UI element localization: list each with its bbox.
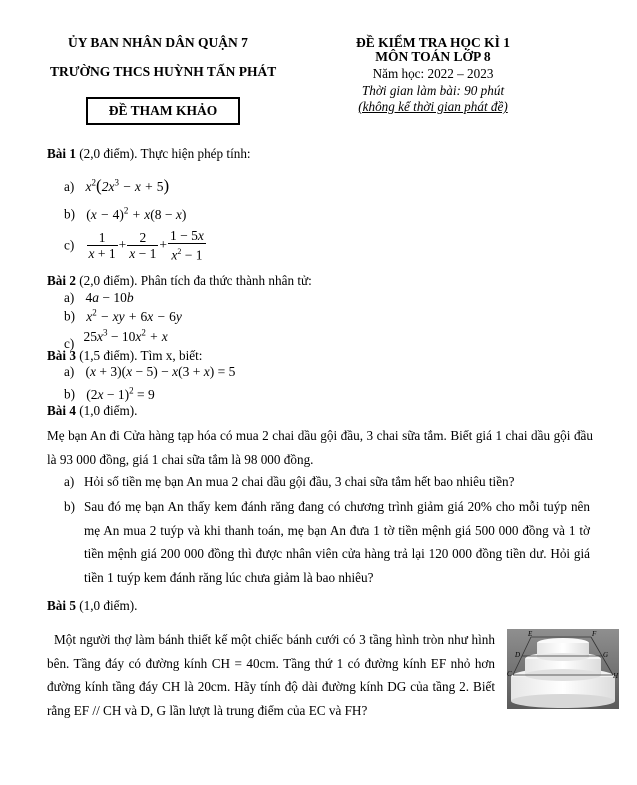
subject-title: MÔN TOÁN LỚP 8 bbox=[375, 49, 491, 64]
bai1-c-label: c) bbox=[64, 237, 75, 253]
label-H: H bbox=[613, 672, 619, 680]
bai5-points: (1,0 điểm). bbox=[75, 598, 138, 613]
bai1-points: (2,0 điểm). Thực hiện phép tính: bbox=[75, 146, 251, 161]
bai2-item-b bbox=[64, 307, 182, 325]
exam-duration: Thời gian làm bài: 90 phút bbox=[361, 83, 505, 98]
bai4-intro: Mẹ bạn An đi Cửa hàng tạp hóa có mua 2 chai dầu gội đầu, 3 chai sữa tắm. Biết giá 1 chai dầu gội đầu là 93 000 đồng, giá 1 chai sữa tắm là 98 000 đồng. bbox=[47, 428, 593, 467]
reference-exam-box bbox=[86, 97, 240, 125]
bai1-b-label: b) bbox=[64, 206, 75, 222]
bai2-c-label: c) bbox=[64, 335, 75, 351]
school-year: Năm học: 2022 – 2023 bbox=[372, 66, 494, 81]
bai2-heading bbox=[47, 273, 312, 289]
label-C: C bbox=[507, 670, 512, 678]
bai4-title: Bài 4 bbox=[47, 403, 76, 418]
bai3-item-a bbox=[64, 364, 235, 380]
bai3-a-expr: (x + 3)(x − 5) − x(3 + x) = 5 bbox=[85, 364, 236, 379]
exam-title: ĐỀ KIỂM TRA HỌC KÌ 1 bbox=[356, 35, 510, 50]
bai5-text: Một người thợ làm bánh thiết kế một chiếc bánh cưới có 3 tầng hình tròn như hình bên. Tầng đáy có đường kính CH = 40cm. Tầng thứ 1 có đường kính EF nhỏ hơn đường kính tầng đáy CH là 20cm. Hãy tính độ dài đường kính DG của tầng 2. Biết rằng EF // CH và D, G lần lượt là trung điểm của EC và FH? bbox=[47, 632, 495, 718]
bai2-c-expr: $25x^3 - 10x^2 + x$ bbox=[83, 327, 168, 344]
bai4-b-text: Sau đó mẹ bạn An thấy kem đánh răng đang có chương trình giảm giá 20% cho mỗi tuýp nên mẹ An mua 2 tuýp và khi thanh toán, mẹ bạn An đưa 1 tờ tiền mệnh giá 500 000 đồng và 1 tờ tiền mệnh giá 200 000 đồng thì được nhân viên cửa hàng trả lại 120 000 đồng tiền dư. Hỏi giá tiền 1 tuýp kem đánh răng lúc chưa giảm là bao nhiêu? bbox=[84, 499, 590, 585]
bai1-heading bbox=[47, 146, 251, 162]
bai2-a-expr: 4a − 10b bbox=[85, 290, 134, 305]
bottom-tier-base bbox=[511, 694, 615, 708]
bai2-a-label: a) bbox=[64, 290, 75, 305]
duration-note: (không kể thời gian phát đề) bbox=[358, 99, 508, 114]
bai3-item-b bbox=[64, 385, 155, 403]
label-G: G bbox=[603, 651, 609, 659]
wedding-cake-figure bbox=[507, 629, 619, 709]
bai1-item-b bbox=[64, 205, 186, 223]
bai5-heading bbox=[47, 598, 137, 614]
bai3-a-label: a) bbox=[64, 364, 75, 379]
bai2-item-a bbox=[64, 290, 134, 306]
bai3-title: Bài 3 bbox=[47, 348, 76, 363]
bai4-a-text: Hỏi số tiền mẹ bạn An mua 2 chai dầu gội đầu, 3 chai sữa tắm hết bao nhiêu tiền? bbox=[84, 474, 515, 489]
bai2-item-c bbox=[64, 327, 168, 351]
label-E: E bbox=[528, 630, 533, 638]
bai1-item-c bbox=[64, 228, 207, 263]
bai3-b-label: b) bbox=[64, 386, 75, 402]
bai4-a-label: a) bbox=[64, 474, 75, 489]
bai3-b-expr: $(2x - 1)^2 = 9$ bbox=[86, 385, 155, 402]
bai2-b-label: b) bbox=[64, 308, 75, 324]
reference-exam-label: ĐỀ THAM KHẢO bbox=[108, 103, 218, 118]
label-D: D bbox=[515, 651, 521, 659]
bai1-c-expr: $\frac{1}{x + 1}$ + $\frac{2}{x - 1}$ + $\frac{1 - 5x}{x^2 - 1}$ bbox=[88, 228, 204, 263]
bai3-points: (1,5 điểm). Tìm x, biết: bbox=[75, 348, 203, 363]
bai1-item-a bbox=[64, 176, 169, 196]
bai4-b-label: b) bbox=[64, 499, 75, 514]
bai4-points: (1,0 điểm). bbox=[75, 403, 138, 418]
bai3-heading bbox=[47, 348, 202, 364]
label-F: F bbox=[592, 630, 597, 638]
school-name: TRƯỜNG THCS HUỲNH TẤN PHÁT bbox=[50, 64, 277, 79]
bai1-b-expr: $(x - 4)^2 + x(8 - x)$ bbox=[86, 205, 187, 222]
bai1-a-expr: $x^2(2x^3 - x + 5)$ bbox=[85, 176, 170, 195]
bai2-title: Bài 2 bbox=[47, 273, 76, 288]
bai2-points: (2,0 điểm). Phân tích đa thức thành nhân tử: bbox=[75, 273, 312, 288]
bai5-title: Bài 5 bbox=[47, 598, 76, 613]
bai4-heading bbox=[47, 403, 137, 419]
bai1-a-label: a) bbox=[64, 179, 75, 194]
bai2-b-expr: $x^2$ − xy + 6x − 6y bbox=[86, 307, 182, 324]
top-tier-base bbox=[537, 653, 589, 661]
district-committee: ỦY BAN NHÂN DÂN QUẬN 7 bbox=[68, 35, 248, 50]
bai1-title: Bài 1 bbox=[47, 146, 76, 161]
